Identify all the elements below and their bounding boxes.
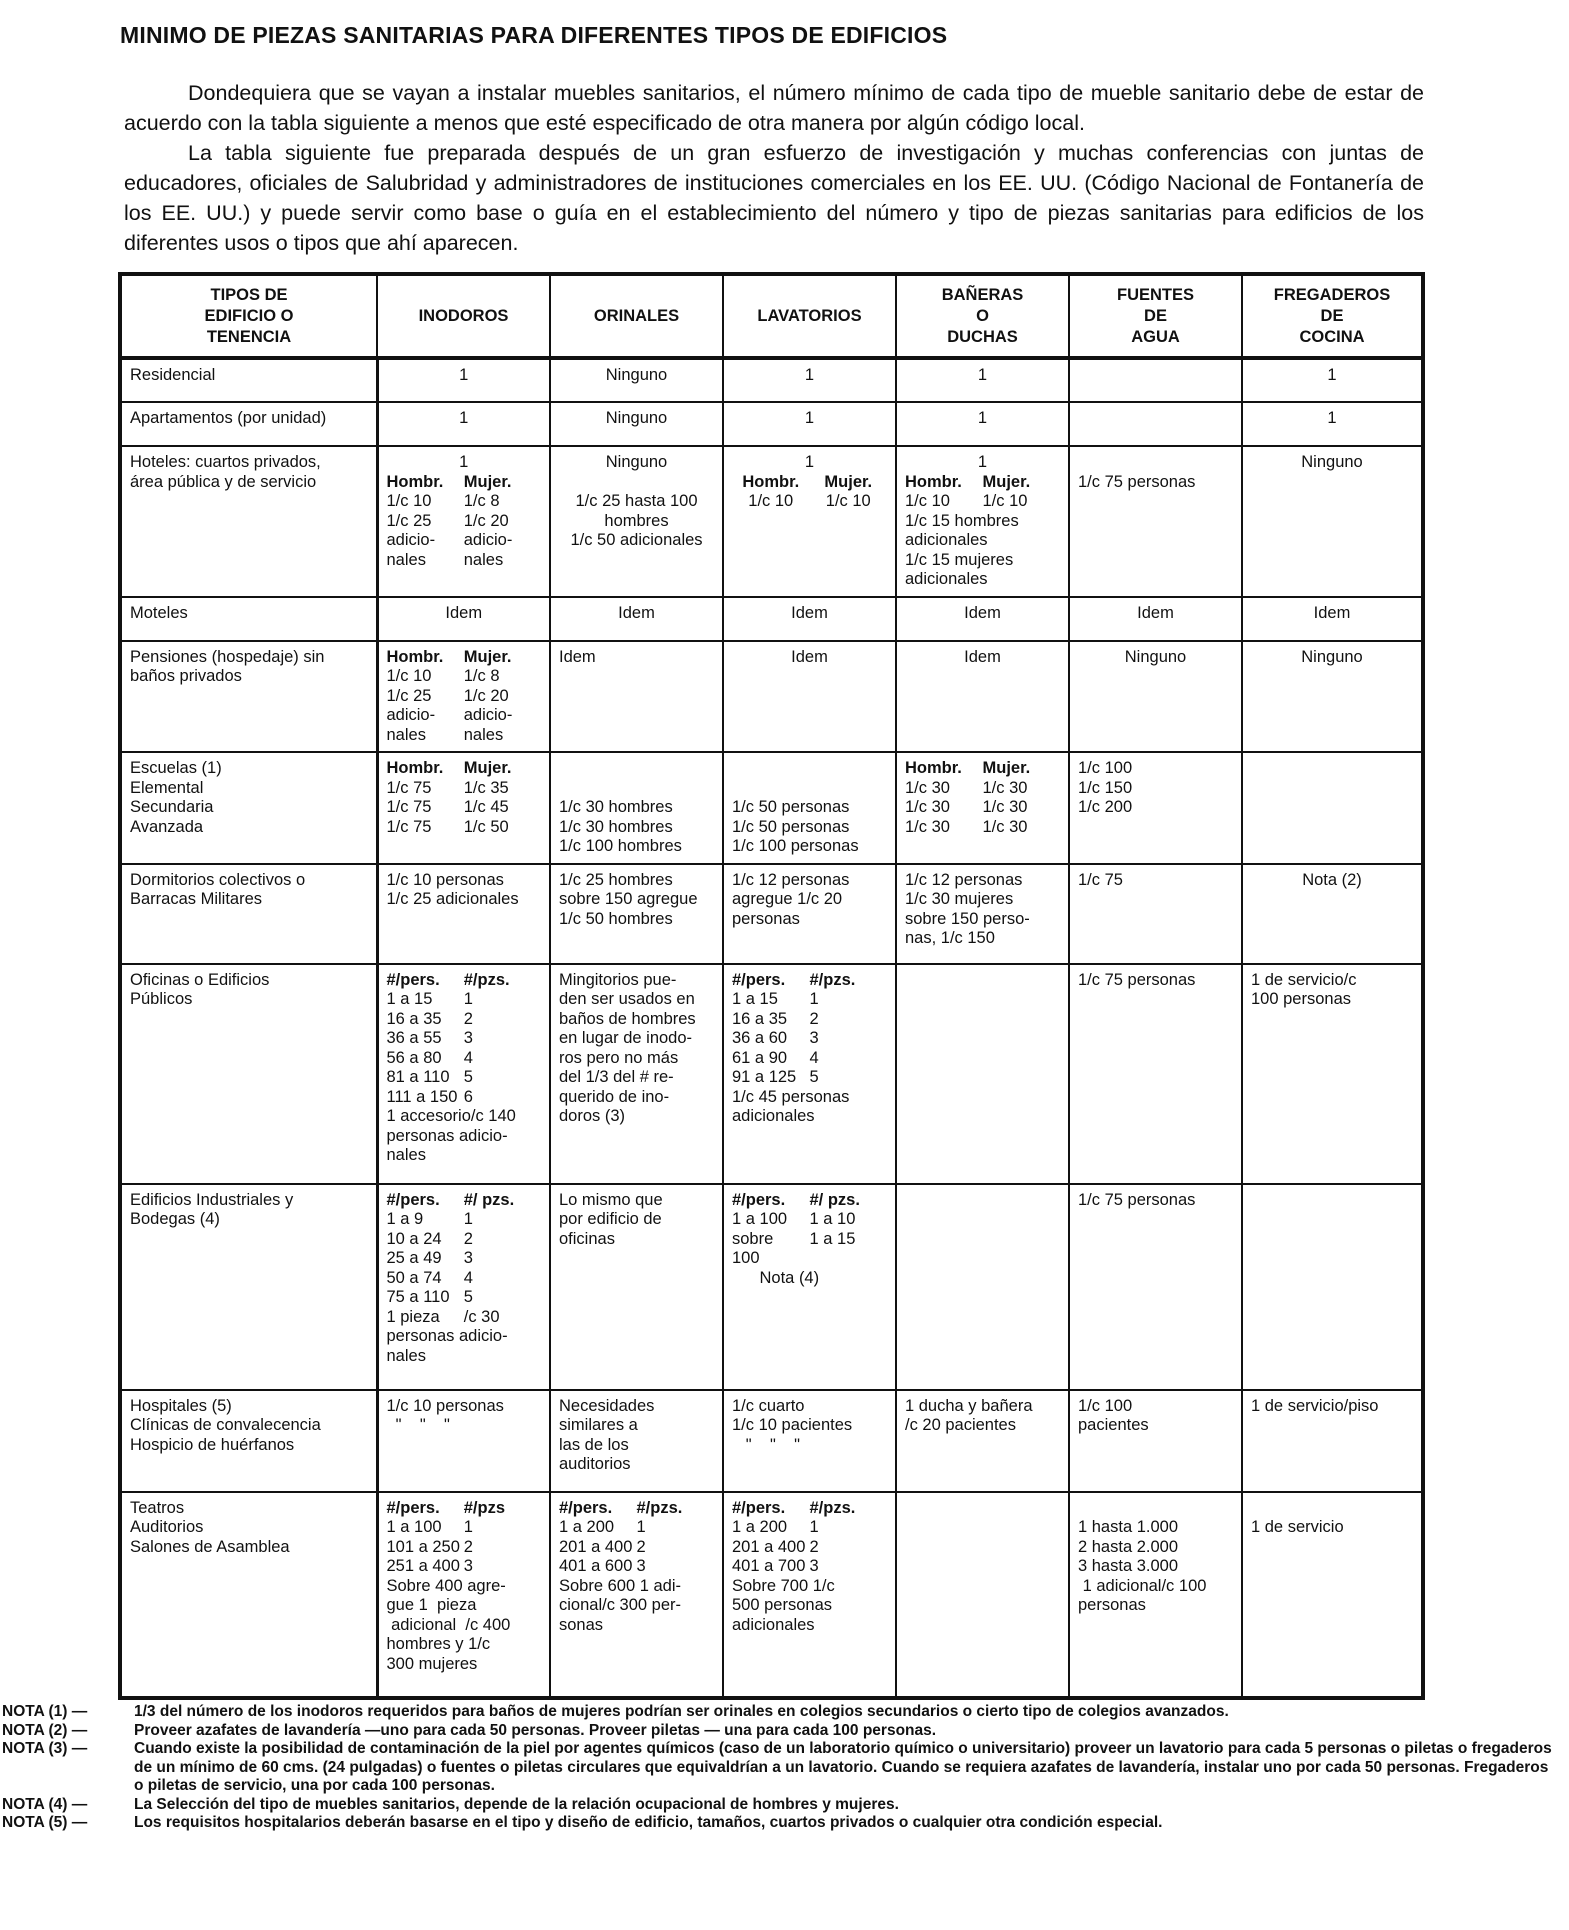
table-row <box>120 358 1423 402</box>
lavatorios-cell <box>723 1492 896 1698</box>
duchas-cell <box>896 752 1069 864</box>
fuentes-cell: Ninguno <box>1069 641 1242 753</box>
orinales-cell <box>550 1492 723 1698</box>
inodoros-cell <box>377 641 550 753</box>
table-row <box>120 1492 1423 1698</box>
table-row <box>120 1390 1423 1492</box>
inodoros-pair-row: 1/c 10 1/c 8 <box>386 492 500 510</box>
orinales-pair-row: #/pers. #/pzs. <box>559 1498 683 1517</box>
header-orinales: ORINALES <box>550 274 723 358</box>
duchas-pair-row: Hombr. Mujer. <box>905 759 1031 777</box>
orinales-extra: Sobre 600 1 adi- cional/c 300 per- sonas <box>559 1576 682 1634</box>
lavatorios-pair-row: 201 a 400 2 <box>732 1537 819 1556</box>
fregaderos-cell: 1 de servicio <box>1242 1492 1423 1698</box>
inodoros-pair-row: #/pers. #/pzs. <box>386 970 510 989</box>
inodoros-cell: 1/c 10 personas 1/c 25 adicionales <box>377 864 550 964</box>
building-type-cell: Apartamentos (por unidad) <box>120 402 377 446</box>
lavatorios-pair-row: 401 a 700 3 <box>732 1557 819 1575</box>
duchas-cell <box>896 446 1069 597</box>
lavatorios-pair-row: 16 a 35 2 <box>732 1009 819 1028</box>
duchas-pair-row: 1/c 30 1/c 30 <box>905 817 1028 836</box>
inodoros-pair-row: 1/c 75 1/c 50 <box>386 817 509 836</box>
building-type-cell: Teatros Auditorios Salones de Asamblea <box>120 1492 377 1698</box>
table-row <box>120 402 1423 446</box>
lavatorios-pair-row: 61 a 90 4 <box>732 1048 819 1067</box>
building-type-cell: Moteles <box>120 597 377 641</box>
inodoros-extra: 1 accesorio/c 140 personas adicio- nales <box>386 1107 516 1164</box>
inodoros-pair-row: #/pers. #/pzs <box>386 1498 506 1517</box>
fuentes-cell: 1/c 75 personas <box>1069 446 1242 597</box>
duchas-cell <box>896 1492 1069 1698</box>
table-row <box>120 446 1423 597</box>
inodoros-extra: Sobre 400 agre- gue 1 pieza adicional /c 400 hombres y 1/c 300 mujeres <box>386 1576 511 1673</box>
inodoros-cell: 1/c 10 personas " " " <box>377 1390 550 1492</box>
table-body <box>120 358 1423 1698</box>
duchas-cell: 1/c 12 personas 1/c 30 mujeres sobre 150 perso- nas, 1/c 150 <box>896 864 1069 964</box>
lavatorios-cell: Idem <box>723 597 896 641</box>
orinales-cell: Ninguno <box>550 358 723 402</box>
lavatorios-pair-row: Hombr. Mujer. <box>742 472 873 491</box>
inodoros-cell <box>377 964 550 1184</box>
orinales-cell: Ninguno 1/c 25 hasta 100 hombres 1/c 50 adicionales <box>550 446 723 597</box>
inodoros-pair-row: 50 a 74 4 <box>386 1268 473 1287</box>
inodoros-pair-row: 1 pieza /c 30 <box>386 1307 500 1326</box>
note-5: NOTA (5) — Los requisitos hospitalarios deberán basarse en el tipo y diseño de edificio, tamaños, cuartos privados o cualquier otra condición especial. <box>2 1814 1163 1831</box>
inodoros-pair-row: 75 a 110 5 <box>386 1288 473 1306</box>
inodoros-pair-row: 1/c 25 1/c 20 <box>386 511 509 530</box>
note-2: NOTA (2) — Proveer azafates de lavandería —uno para cada 50 personas. Proveer piletas — una para cada 100 personas. <box>2 1721 937 1739</box>
table-row <box>120 964 1423 1184</box>
inodoros-cell: Idem <box>377 597 550 641</box>
fregaderos-cell: 1 de servicio/c 100 personas <box>1242 964 1423 1184</box>
lavatorios-pair-row: sobre 1 a 15 <box>732 1229 856 1248</box>
inodoros-pair-row: 16 a 35 2 <box>386 1009 473 1028</box>
inodoros-cell: 1 <box>377 402 550 446</box>
table-header-row <box>120 274 1423 358</box>
duchas-pair-row: Hombr. Mujer. <box>905 472 1031 491</box>
fregaderos-cell: Nota (2) <box>1242 864 1423 964</box>
fuentes-cell <box>1069 358 1242 402</box>
intro-paragraph-2: La tabla siguiente fue preparada después de un gran esfuerzo de investigación y muchas conferencias con juntas de educadores, oficiales de Salubridad y administradores de instituciones comerciales en los EE. UU. (Código Nacional de Fontanería de los EE. UU.) y puede servir como base o guía en el establecimiento del número y tipo de piezas sanitarias para edificios de los diferentes usos o tipos que ahí aparecen. <box>124 141 1424 255</box>
notes <box>2 1703 1562 1833</box>
inodoros-cell <box>377 752 550 864</box>
inodoros-pair-row: 1/c 10 1/c 8 <box>386 667 500 685</box>
fixtures-table <box>118 272 1425 1700</box>
lavatorios-cell <box>723 1184 896 1390</box>
lavatorios-cell <box>723 964 896 1184</box>
inodoros-pair-row: #/pers. #/ pzs. <box>386 1190 515 1209</box>
orinales-cell: Idem <box>550 641 723 753</box>
lavatorios-cell: 1/c 12 personas agregue 1/c 20 personas <box>723 864 896 964</box>
duchas-cell: 1 <box>896 358 1069 402</box>
fregaderos-cell: 1 <box>1242 402 1423 446</box>
inodoros-pair-row: 25 a 49 3 <box>386 1249 473 1267</box>
table-row <box>120 597 1423 641</box>
inodoros-pair-row: 101 a 250 2 <box>386 1537 473 1556</box>
inodoros-total: 1 <box>459 453 469 471</box>
lavatorios-pair-row: 1 a 100 1 a 10 <box>732 1210 856 1228</box>
building-type-cell: Hospitales (5) Clínicas de convalecencia Hospicio de huérfanos <box>120 1390 377 1492</box>
fuentes-cell: 1/c 100 1/c 150 1/c 200 <box>1069 752 1242 864</box>
inodoros-pair-row: 251 a 400 3 <box>386 1557 473 1575</box>
inodoros-cell <box>377 446 550 597</box>
building-type-cell: Escuelas (1) Elemental Secundaria Avanzada <box>120 752 377 864</box>
intro-paragraph-1: Dondequiera que se vayan a instalar muebles sanitarios, el número mínimo de cada tipo de mueble sanitario debe de estar de acuerdo con la tabla siguiente a menos que esté especificado de otra manera por algún código local. <box>124 81 1424 135</box>
fuentes-cell: 1/c 100 pacientes <box>1069 1390 1242 1492</box>
header-fregaderos: FREGADEROS DE COCINA <box>1242 274 1423 358</box>
lavatorios-cell <box>723 446 896 597</box>
lavatorios-extra: 100 Nota (4) <box>732 1249 820 1287</box>
inodoros-cell: 1 <box>377 358 550 402</box>
building-type-cell: Hoteles: cuartos privados, área pública y de servicio <box>120 446 377 597</box>
lavatorios-extra: 1/c 45 personas adicionales <box>732 1087 850 1125</box>
fregaderos-cell: Ninguno <box>1242 641 1423 753</box>
inodoros-pair-row: 56 a 80 4 <box>386 1048 473 1067</box>
lavatorios-pair-row: #/pers. #/pzs. <box>732 970 856 989</box>
table-row <box>120 752 1423 864</box>
duchas-pair-row: 1/c 30 1/c 30 <box>905 798 1028 816</box>
inodoros-pair-row: 1/c 75 1/c 35 <box>386 778 509 797</box>
inodoros-pair-row: 1/c 75 1/c 45 <box>386 798 509 816</box>
fregaderos-cell: Ninguno <box>1242 446 1423 597</box>
building-type-cell: Pensiones (hospedaje) sin baños privados <box>120 641 377 753</box>
inodoros-pair-row: 1 a 9 1 <box>386 1210 473 1228</box>
orinales-cell: Necesidades similares a las de los auditorios <box>550 1390 723 1492</box>
lavatorios-cell: 1 <box>723 358 896 402</box>
inodoros-pair-row: 1 a 100 1 <box>386 1518 473 1536</box>
lavatorios-pair-row: #/pers. #/pzs. <box>732 1498 856 1517</box>
duchas-cell: 1 ducha y bañera /c 20 pacientes <box>896 1390 1069 1492</box>
page-title: MINIMO DE PIEZAS SANITARIAS PARA DIFERENTES TIPOS DE EDIFICIOS <box>120 22 948 48</box>
header-tipos: TIPOS DE EDIFICIO O TENENCIA <box>120 274 377 358</box>
duchas-cell <box>896 964 1069 1184</box>
building-type-cell: Oficinas o Edificios Públicos <box>120 964 377 1184</box>
inodoros-pair-row: adicio- adicio- <box>386 706 513 724</box>
fregaderos-cell: 1 de servicio/piso <box>1242 1390 1423 1492</box>
lavatorios-pair-row: 1/c 10 1/c 10 <box>748 492 871 510</box>
orinales-cell: 1/c 25 hombres sobre 150 agregue 1/c 50 hombres <box>550 864 723 964</box>
duchas-cell: 1 <box>896 402 1069 446</box>
inodoros-pair-row: Hombr. Mujer. <box>386 472 512 491</box>
orinales-pair-row: 201 a 400 2 <box>559 1537 646 1556</box>
orinales-cell: 1/c 30 hombres 1/c 30 hombres 1/c 100 hombres <box>550 752 723 864</box>
fregaderos-cell <box>1242 1184 1423 1390</box>
orinales-cell: Ninguno <box>550 402 723 446</box>
inodoros-pair-row: 10 a 24 2 <box>386 1229 473 1248</box>
note-1: NOTA (1) — 1/3 del número de los inodoros requeridos para baños de mujeres podrían ser orinales en colegios secundarios o cierto tipo de colegios avanzados. <box>2 1703 1229 1720</box>
orinales-pair-row: 401 a 600 3 <box>559 1557 646 1575</box>
lavatorios-extra: Sobre 700 1/c 500 personas adicionales <box>732 1576 835 1634</box>
table-row <box>120 641 1423 753</box>
orinales-cell: Lo mismo que por edificio de oficinas <box>550 1184 723 1390</box>
lavatorios-cell: 1 <box>723 402 896 446</box>
inodoros-pair-row: nales nales <box>386 550 504 569</box>
inodoros-cell <box>377 1184 550 1390</box>
inodoros-pair-row: Hombr. Mujer. <box>386 647 512 666</box>
building-type-cell: Dormitorios colectivos o Barracas Militares <box>120 864 377 964</box>
lavatorios-pair-row: 91 a 125 5 <box>732 1068 819 1086</box>
fuentes-cell: 1/c 75 <box>1069 864 1242 964</box>
duchas-total: 1 <box>977 453 988 471</box>
lavatorios-pair-row: 1 a 15 1 <box>732 990 819 1008</box>
fregaderos-cell: Idem <box>1242 597 1423 641</box>
orinales-cell: Mingitorios pue- den ser usados en baños de hombres en lugar de inodo- ros pero no más del 1/3 del # re- querido de ino- doros (3) <box>550 964 723 1184</box>
header-inodoros: INODOROS <box>377 274 550 358</box>
table-row <box>120 1184 1423 1390</box>
inodoros-pair-row: 1/c 25 1/c 20 <box>386 686 509 705</box>
inodoros-pair-row: adicio- adicio- <box>386 531 513 549</box>
header-fuentes: FUENTES DE AGUA <box>1069 274 1242 358</box>
fuentes-cell: 1/c 75 personas <box>1069 1184 1242 1390</box>
inodoros-pair-row: 81 a 110 5 <box>386 1068 473 1086</box>
table-row <box>120 864 1423 964</box>
orinales-pair-row: 1 a 200 1 <box>559 1518 646 1536</box>
header-duchas: BAÑERAS O DUCHAS <box>896 274 1069 358</box>
orinales-cell: Idem <box>550 597 723 641</box>
lavatorios-pair-row: 36 a 60 3 <box>732 1029 819 1047</box>
duchas-cell <box>896 1184 1069 1390</box>
fuentes-cell: Idem <box>1069 597 1242 641</box>
fuentes-cell: 1 hasta 1.000 2 hasta 2.000 3 hasta 3.000 1 adicional/c 100 personas <box>1069 1492 1242 1698</box>
header-lavatorios: LAVATORIOS <box>723 274 896 358</box>
inodoros-pair-row: nales nales <box>386 725 504 744</box>
inodoros-extra: personas adicio- nales <box>386 1327 508 1365</box>
building-type-cell: Edificios Industriales y Bodegas (4) <box>120 1184 377 1390</box>
duchas-cell: Idem <box>896 641 1069 753</box>
building-type-cell: Residencial <box>120 358 377 402</box>
inodoros-pair-row: 36 a 55 3 <box>386 1029 473 1047</box>
note-4: NOTA (4) — La Selección del tipo de muebles sanitarios, depende de la relación ocupacional de hombres y mujeres. <box>2 1795 899 1813</box>
lavatorios-cell: 1/c 50 personas 1/c 50 personas 1/c 100 personas <box>723 752 896 864</box>
lavatorios-cell: Idem <box>723 641 896 753</box>
lavatorios-pair-row: #/pers. #/ pzs. <box>732 1190 860 1209</box>
fregaderos-cell: 1 <box>1242 358 1423 402</box>
duchas-pair-row: 1/c 10 1/c 10 <box>905 492 1028 510</box>
inodoros-pair-row: 1 a 15 1 <box>386 990 473 1008</box>
note-3: NOTA (3) — Cuando existe la posibilidad de contaminación de la piel por agentes químicos (caso de un laboratorio químico o universitario) proveer un lavatorio para cada 5 personas o piletas o fregaderos de un mínimo de 60 cms. (24 pulgadas) o fuentes o piletas circulares que equivaldrían a un lavatorio. Cuando se requiera azafates de lavandería, instalar uno por cada 50 personas. Fregaderos o piletas de servicio, una por cada 100 personas. <box>2 1740 1552 1794</box>
inodoros-cell <box>377 1492 550 1698</box>
fuentes-cell <box>1069 402 1242 446</box>
intro-text <box>124 78 1424 258</box>
inodoros-pair-row: 111 a 150 6 <box>386 1087 473 1106</box>
inodoros-pair-row: Hombr. Mujer. <box>386 759 512 777</box>
duchas-pair-row: 1/c 30 1/c 30 <box>905 778 1028 797</box>
lavatorios-total: 1 <box>804 453 815 471</box>
fregaderos-cell <box>1242 752 1423 864</box>
duchas-extra: 1/c 15 hombres adicionales 1/c 15 mujeres adicionales <box>905 511 1019 588</box>
duchas-cell: Idem <box>896 597 1069 641</box>
fuentes-cell: 1/c 75 personas <box>1069 964 1242 1184</box>
lavatorios-cell: 1/c cuarto 1/c 10 pacientes " " " <box>723 1390 896 1492</box>
lavatorios-pair-row: 1 a 200 1 <box>732 1518 819 1536</box>
